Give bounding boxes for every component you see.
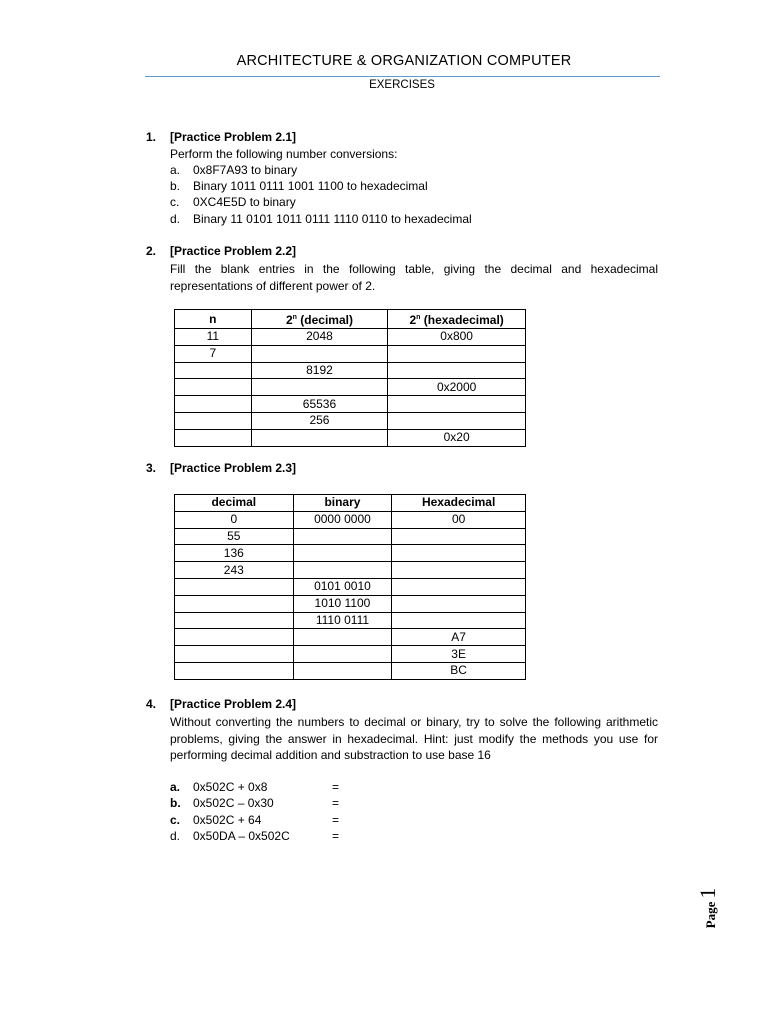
document-title: ARCHITECTURE & ORGANIZATION COMPUTER xyxy=(236,53,572,69)
table-cell xyxy=(392,612,526,629)
item-equals: = xyxy=(332,796,340,810)
table-cell: 3E xyxy=(392,646,526,663)
table-cell: 136 xyxy=(175,545,294,562)
table-cell: 0x20 xyxy=(388,429,526,446)
table-cell xyxy=(392,595,526,612)
table-row xyxy=(175,612,526,629)
item-text: 0x8F7A93 to binary xyxy=(193,163,298,177)
table-cell: 65536 xyxy=(251,396,388,413)
problem-3 xyxy=(146,461,658,686)
table-row xyxy=(175,345,526,362)
table-row xyxy=(175,545,526,562)
arithmetic-item xyxy=(170,796,339,810)
table-row xyxy=(175,511,526,528)
page-number: 1 xyxy=(695,887,720,899)
problem-number: 4. xyxy=(146,697,157,711)
header-cell xyxy=(251,310,388,329)
table-row xyxy=(175,429,526,446)
problem-4 xyxy=(146,697,658,847)
table-header-row xyxy=(175,310,526,329)
table-row xyxy=(175,578,526,595)
table-cell xyxy=(175,662,294,679)
problem-description: Without converting the numbers to decimal or binary, try to solve the following arithmetic problems, giving the answer in hexadecimal. Hint: just modify the methods you use for performing decimal addition and substraction to use base 16 xyxy=(170,715,658,762)
table-cell xyxy=(392,545,526,562)
item-text: Binary 1011 0111 1001 1100 to hexadecimal xyxy=(193,179,428,193)
table-row xyxy=(175,528,526,545)
table-cell xyxy=(293,528,392,545)
table-cell: 0101 0010 xyxy=(293,578,392,595)
item-expression: 0x502C + 0x8 xyxy=(193,780,268,794)
table-cell: 11 xyxy=(175,329,252,346)
table-cell xyxy=(175,362,252,379)
item-expression: 0x502C – 0x30 xyxy=(193,796,274,810)
header-base: 2 xyxy=(285,313,293,327)
item-label: c. xyxy=(170,813,181,827)
table-row xyxy=(175,396,526,413)
header-divider xyxy=(145,76,660,77)
item-text: 0XC4E5D to binary xyxy=(193,195,296,209)
document-subtitle: EXERCISES xyxy=(369,79,435,91)
table-cell xyxy=(175,629,294,646)
list-item xyxy=(170,212,472,226)
table-cell xyxy=(293,562,392,579)
table-cell xyxy=(175,429,252,446)
item-equals: = xyxy=(332,829,340,843)
table-cell: 1010 1100 xyxy=(293,595,392,612)
table-cell xyxy=(251,379,388,396)
table-cell xyxy=(388,396,526,413)
header-cell: Hexadecimal xyxy=(392,495,526,512)
problem-title: [Practice Problem 2.4] xyxy=(170,697,297,711)
problem-2 xyxy=(146,244,658,454)
table-header-row xyxy=(175,495,526,512)
problem-title: [Practice Problem 2.1] xyxy=(170,130,297,144)
header-cell xyxy=(388,310,526,329)
table-row xyxy=(175,562,526,579)
table-cell: 0 xyxy=(175,511,294,528)
powers-of-two-table xyxy=(174,309,526,447)
problem-number: 3. xyxy=(146,461,157,475)
table-cell: 7 xyxy=(175,345,252,362)
item-expression: 0x50DA – 0x502C xyxy=(193,829,290,843)
page-word: Page xyxy=(703,901,718,929)
table-row xyxy=(175,362,526,379)
table-cell xyxy=(175,379,252,396)
item-equals: = xyxy=(332,813,340,827)
header-base: 2 xyxy=(409,313,417,327)
page-number-marker xyxy=(695,878,725,938)
list-item xyxy=(170,179,428,193)
item-expression: 0x502C + 64 xyxy=(193,813,262,827)
table-cell xyxy=(293,646,392,663)
problem-intro: Perform the following number conversions: xyxy=(170,147,398,161)
list-item xyxy=(170,195,296,209)
header-exponent: n xyxy=(416,314,421,321)
table-row xyxy=(175,379,526,396)
header-label: (decimal) xyxy=(296,313,353,327)
item-label: b. xyxy=(170,796,181,810)
table-cell xyxy=(175,595,294,612)
problem-title: [Practice Problem 2.2] xyxy=(170,244,297,258)
item-label: b. xyxy=(170,179,181,193)
header-exponent: n xyxy=(292,314,297,321)
table-cell xyxy=(175,578,294,595)
item-label: d. xyxy=(170,212,181,226)
header-label: (hexadecimal) xyxy=(420,313,504,327)
item-label: d. xyxy=(170,829,181,843)
arithmetic-item xyxy=(170,829,339,843)
table-cell xyxy=(251,345,388,362)
item-label: a. xyxy=(170,780,181,794)
table-cell: 0x800 xyxy=(388,329,526,346)
table-cell: 0000 0000 xyxy=(293,511,392,528)
table-cell xyxy=(392,528,526,545)
conversion-table xyxy=(174,494,526,680)
table-cell xyxy=(293,629,392,646)
arithmetic-item xyxy=(170,813,339,827)
item-label: a. xyxy=(170,163,181,177)
table-cell: 8192 xyxy=(251,362,388,379)
problem-title: [Practice Problem 2.3] xyxy=(170,461,297,475)
table-cell: 55 xyxy=(175,528,294,545)
table-cell: A7 xyxy=(392,629,526,646)
table-cell: 256 xyxy=(251,412,388,429)
header-cell: binary xyxy=(293,495,392,512)
problem-description: Fill the blank entries in the following table, giving the decimal and hexadecimal representations of different power of 2. xyxy=(170,262,658,293)
table-cell: 243 xyxy=(175,562,294,579)
problem-number: 1. xyxy=(146,130,157,144)
table-cell xyxy=(293,662,392,679)
table-row xyxy=(175,629,526,646)
table-cell: 2048 xyxy=(251,329,388,346)
table-cell: BC xyxy=(392,662,526,679)
table-cell xyxy=(293,545,392,562)
table-row xyxy=(175,662,526,679)
item-label: c. xyxy=(170,195,180,209)
problem-number: 2. xyxy=(146,244,157,258)
table-cell: 0x2000 xyxy=(388,379,526,396)
item-text: Binary 11 0101 1011 0111 1110 0110 to hexadecimal xyxy=(193,212,472,226)
table-cell: 00 xyxy=(392,511,526,528)
table-cell: 1110 0111 xyxy=(293,612,392,629)
table-cell xyxy=(388,345,526,362)
table-cell xyxy=(175,396,252,413)
table-cell xyxy=(175,612,294,629)
table-cell xyxy=(388,412,526,429)
header-cell: n xyxy=(175,310,252,329)
table-cell xyxy=(388,362,526,379)
table-row xyxy=(175,412,526,429)
arithmetic-item xyxy=(170,780,339,794)
table-cell xyxy=(251,429,388,446)
table-cell xyxy=(175,646,294,663)
table-cell xyxy=(392,578,526,595)
header-cell: decimal xyxy=(175,495,294,512)
problem-1 xyxy=(146,130,658,230)
item-equals: = xyxy=(332,780,340,794)
list-item xyxy=(170,163,297,177)
table-cell xyxy=(392,562,526,579)
table-row xyxy=(175,646,526,663)
table-row xyxy=(175,595,526,612)
table-row xyxy=(175,329,526,346)
table-cell xyxy=(175,412,252,429)
